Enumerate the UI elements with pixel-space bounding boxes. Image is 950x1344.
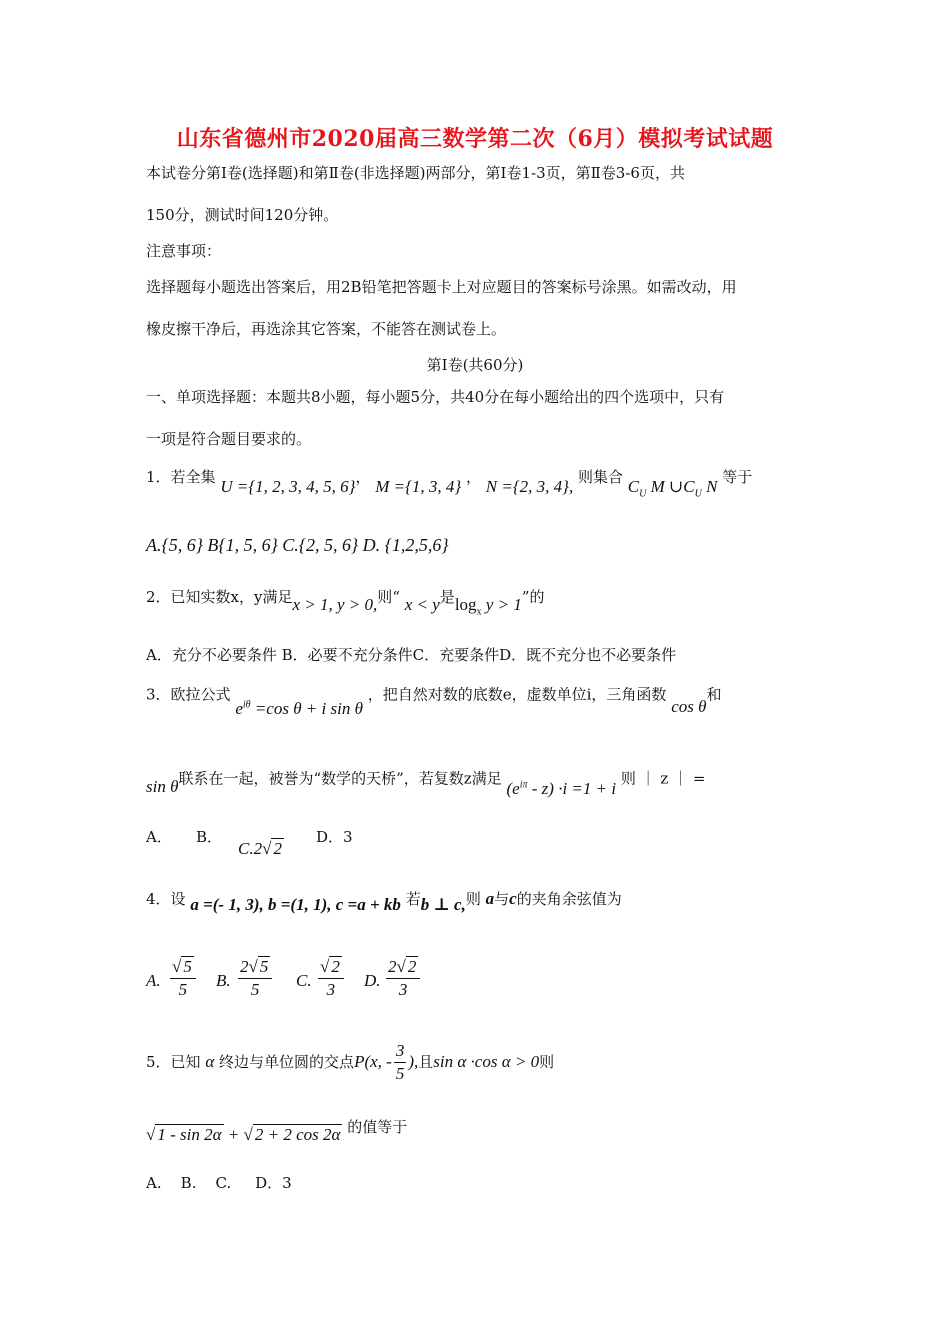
q3-line2: 联系在一起，被誉为“数学的天桥”，若复数z满足 (178, 769, 502, 788)
exam-page: 山东省德州市2020届高三数学第二次（6月）模拟考试试题 本试卷分第Ⅰ卷(选择题)和第Ⅱ卷(非选择题)两部分，第Ⅰ卷1-3页，第Ⅱ卷3-6页，共 150分，测试时间120分钟。 注意事项： 选择题每小题选出答案后，用2B铅笔把答题卡上对应题目的答案标号涂黑。如需改动，用 橡皮擦干净后，再选涂其它答案，不能答在测试卷上。 第Ⅰ卷(共60分) 一、单项选择题：本题共8小题，每小题5分，共40分在每小题给出的四个选项中，只有 一项是符合题目要求的。 1．若全集 U ={1, 2, 3, 4, 5, 6}， M ={1, 3, 4} ， N ={2, 3, 4}, 则集合 $C_U$ M $\cup C_U$ N 等于 A.{5, 6} B{1, 5, 6} C.{2, 5, 6} D. {1,2,5,6} 2．已知实数x，y满足x > 1, y > 0,则“ x < y是$\log_x y > 1$”的 A．充分不必要条件 B．必要不充分条件C．充要条件D．既不充分也不必要条件 3．欧拉公式 $e^{i\theta} =\cos$ θ + i sin θ ，把自然对数的底数e，虚数单位i，三角函数 cos θ和 sin θ联系在一起，被誉为“数学的天桥”，若复数z满足 $(e^{i\pi} - z) \cdot i =1 + i$ 则 ｜ z ｜ = A． B． C.2√ 2 D．3 4．设 a =(- 1, 3), b =(1, 1), c =a + kb 若b ⊥ c,则 a与c的夹角余弦值为 A. $\frac{√ 5}{5}$ B. $\frac{2√ 5}{5}$ C. $\frac{√ 2}{3}$ D. $\frac{2√ 2}{3}$ 5．已知 α 终边与单位圆的交点P(x, - $\frac{3}{5}$ ),且sin α ·cos α > 0则 √ 1 - sin 2α + √ 2 + 2 cos 2α 的值等于 A. B. C. D．3 (0, 0, 950, 1344)
intro-line-1: 本试卷分第Ⅰ卷(选择题)和第Ⅱ卷(非选择题)两部分，第Ⅰ卷1-3页，第Ⅱ卷3-6页，共 (146, 164, 685, 182)
notice-heading: 注意事项： (146, 242, 222, 260)
q4-b-rad: 5 (259, 957, 269, 976)
q4-option-c: C. (296, 971, 312, 990)
q1-mid: 则集合 (578, 468, 624, 486)
q2-options: A．充分不必要条件 B．必要不充分条件C．充要条件D．既不充分也不必要条件 (146, 646, 677, 664)
q4-option-b: B. (216, 971, 231, 990)
q4-d-den: 3 (398, 980, 408, 999)
q1-suffix: 等于 (722, 468, 753, 486)
q4-prefix: 4．设 (146, 890, 186, 908)
page-title: 山东省德州市2020届高三数学第二次（6月）模拟考试试题 (176, 126, 774, 152)
q4-c-num: 2 (331, 957, 340, 976)
q3-option-a: A． (146, 828, 172, 846)
q1-prefix: 1．若全集 (146, 468, 216, 486)
q5-prefix: 5．已知 (146, 1053, 201, 1071)
q4-a-num: 5 (183, 957, 192, 976)
q4-options: A. $\frac{√ 5}{5}$ B. $\frac{2√ 5}{5}$ C. $\frac{√ 2}{3}$ D. $\frac{2√ 2}{3}$ (146, 956, 476, 1006)
q1-set-U: U ={1, 2, 3, 4, 5, 6} (220, 477, 356, 496)
q3-suffix1: 和 (706, 685, 722, 704)
q3-option-d: D．3 (316, 828, 353, 846)
q2-prefix: 2．已知实数x，y满足 (146, 588, 293, 606)
q4-b-den: 5 (250, 980, 260, 999)
q3-sin: sin θ (146, 776, 179, 796)
q2-relation: x < y (404, 595, 440, 614)
question-2: 2．已知实数x，y满足x > 1, y > 0,则“ x < y是$\log_x y > 1$”的 (146, 588, 545, 618)
q4-with: 与 (494, 890, 510, 908)
q5-point-den: 5 (395, 1064, 405, 1083)
intro-line-2: 150分，测试时间120分钟。 (146, 206, 339, 224)
q1-options: A.{5, 6} B{1, 5, 6} C.{2, 5, 6} D. {1,2,5,6} (146, 535, 449, 555)
q3-mid: ，把自然对数的底数e，虚数单位i，三角函数 (367, 685, 667, 704)
q3-suffix2: 则 ｜ z ｜ = (620, 769, 706, 788)
q1-sep1: ， (355, 468, 371, 486)
question-3-line-2: sin θ联系在一起，被誉为“数学的天桥”，若复数z满足 $(e^{i\pi} - z) \cdot i =1 + i$ 则 ｜ z ｜ = (146, 769, 706, 798)
q5-options: A. B. C. D．3 (146, 1174, 292, 1192)
q4-option-a: A. (146, 971, 161, 990)
q4-d-rad: 2 (407, 957, 417, 976)
q4-perp: b ⊥ c, (420, 895, 466, 914)
question-4 (146, 888, 622, 914)
q2-mid2: 是 (439, 588, 455, 606)
q1-set-M: M ={1, 3, 4} (375, 477, 462, 496)
question-1: 1．若全集 U ={1, 2, 3, 4, 5, 6}， M ={1, 3, 4} ， N ={2, 3, 4}, 则集合 $C_U$ M $\cup C_U$ N 等于 (146, 468, 753, 500)
q1-expr-c: C (627, 477, 640, 496)
q5-point-end: ), (408, 1052, 419, 1071)
q2-log-rest: y > 1 (485, 595, 522, 614)
q4-c-den: 3 (326, 980, 336, 999)
q3-eq-rest: - z) ·i =1 + i (527, 778, 617, 798)
q4-c: c (509, 889, 517, 908)
q3-option-c: C.2 (238, 839, 263, 858)
q1-sep2: ， (466, 468, 482, 486)
q1-set-N: N ={2, 3, 4}, (485, 477, 574, 496)
q3-cos: cos θ (671, 696, 707, 716)
q5-then: 则 (539, 1053, 555, 1071)
q3-option-c-radicand: 2 (273, 839, 282, 858)
section1-line-2: 一项是符合题目要求的。 (146, 430, 312, 448)
q5-point: P(x, - (354, 1052, 392, 1071)
q4-mid1: 若 (405, 890, 421, 908)
q4-a: a (485, 889, 495, 908)
part1-heading: 第Ⅰ卷(共60分) (426, 356, 524, 374)
q5-expr1: 1 - sin 2α (157, 1125, 222, 1144)
q5-point-num: 3 (394, 1040, 407, 1063)
q3-prefix: 3．欧拉公式 (146, 685, 231, 704)
question-5 (146, 1040, 555, 1083)
q2-suffix: ”的 (521, 588, 545, 606)
q5-and: 且 (418, 1053, 434, 1071)
q4-option-d: D. (364, 971, 381, 990)
section1-line-1: 一、单项选择题：本题共8小题，每小题5分，共40分在每小题给出的四个选项中，只有 (146, 388, 725, 406)
q1-expr-rest: M ∪C (650, 477, 695, 496)
q3-eq: (e (506, 778, 520, 798)
q4-suffix: 的夹角余弦值为 (516, 890, 622, 908)
q4-mid2: 则 (465, 890, 481, 908)
q5-plus: + (227, 1125, 240, 1144)
q1-expr-end: N (706, 477, 718, 496)
q5-condition: sin α ·cos α > 0 (433, 1052, 540, 1071)
notice-line-1: 选择题每小题选出答案后，用2B铅笔把答题卡上对应题目的答案标号涂黑。如需改动，用 (146, 278, 737, 296)
q5-expr2: 2 + 2 cos 2α (254, 1125, 341, 1144)
q4-b-num: 2 (240, 957, 249, 976)
q3-formula: e (235, 698, 243, 718)
q4-d-num: 2 (388, 957, 397, 976)
q5-suffix: 的值等于 (347, 1118, 408, 1136)
q5-alpha: α (205, 1052, 215, 1071)
question-3: 3．欧拉公式 $e^{i\theta} =\cos$ θ + i sin θ ，把自然对数的底数e，虚数单位i，三角函数 cos θ和 (146, 685, 722, 718)
q2-condition: x > 1, y > 0, (292, 595, 378, 614)
q4-vectors: a =(- 1, 3), b =(1, 1), c =a + kb (190, 895, 401, 914)
q3-option-b: B． (196, 828, 223, 846)
notice-line-2: 橡皮擦干净后，再选涂其它答案，不能答在测试卷上。 (146, 320, 507, 338)
q4-a-den: 5 (178, 980, 188, 999)
q2-log: log (454, 595, 477, 614)
question-5-line-2: √ 1 - sin 2α + √ 2 + 2 cos 2α 的值等于 (146, 1118, 408, 1144)
q2-mid1: 则“ (377, 588, 400, 606)
q3-formula-rest: =cos θ + i sin θ (254, 698, 363, 718)
q5-mid: 终边与单位圆的交点 (219, 1053, 355, 1071)
